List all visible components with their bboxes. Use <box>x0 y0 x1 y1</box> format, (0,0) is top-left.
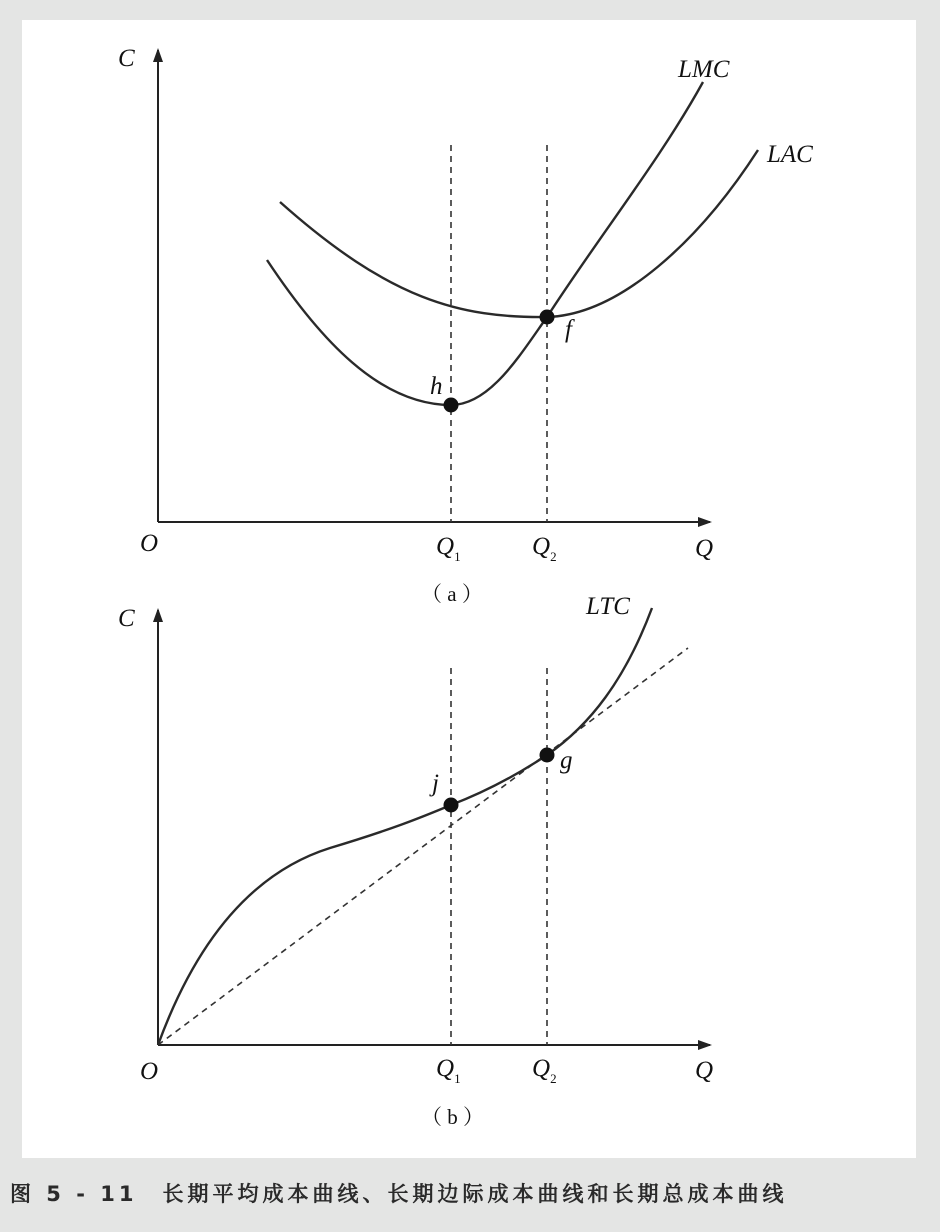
panel-b-x-label: Q <box>695 1057 714 1084</box>
panel-a-caption: （ a ） <box>421 582 483 606</box>
panel-a-y-label: C <box>118 45 135 72</box>
point-f-label: f <box>565 316 572 343</box>
ltc-label: LTC <box>586 593 630 620</box>
point-f <box>540 310 555 325</box>
panel-b-q2-label: $Q_2$ <box>532 1055 557 1086</box>
point-h-label: h <box>430 373 443 400</box>
panel-b <box>118 593 713 1129</box>
panel-a-q1-label: $Q_1$ <box>436 533 461 564</box>
panel-b-caption: （ b ） <box>421 1105 484 1129</box>
ltc-curve <box>158 608 652 1045</box>
lmc-label: LMC <box>678 56 730 83</box>
lac-label: LAC <box>767 141 813 168</box>
point-g-label: g <box>560 747 573 774</box>
panel-b-q1-label: $Q_1$ <box>436 1055 461 1086</box>
panel-a <box>118 45 813 606</box>
ray-from-origin <box>158 648 688 1045</box>
point-g <box>540 748 555 763</box>
panel-b-origin: O <box>140 1058 159 1085</box>
point-h <box>444 398 459 413</box>
point-j <box>444 798 459 813</box>
panel-b-y-label: C <box>118 605 135 632</box>
lac-curve <box>280 150 758 317</box>
point-j-label: j <box>432 770 439 797</box>
panel-a-x-label: Q <box>695 535 714 562</box>
panel-a-origin: O <box>140 530 159 557</box>
figure-caption: 图 5 - 11 长期平均成本曲线、长期边际成本曲线和长期总成本曲线 <box>10 1182 788 1206</box>
panel-a-q2-label: $Q_2$ <box>532 533 557 564</box>
